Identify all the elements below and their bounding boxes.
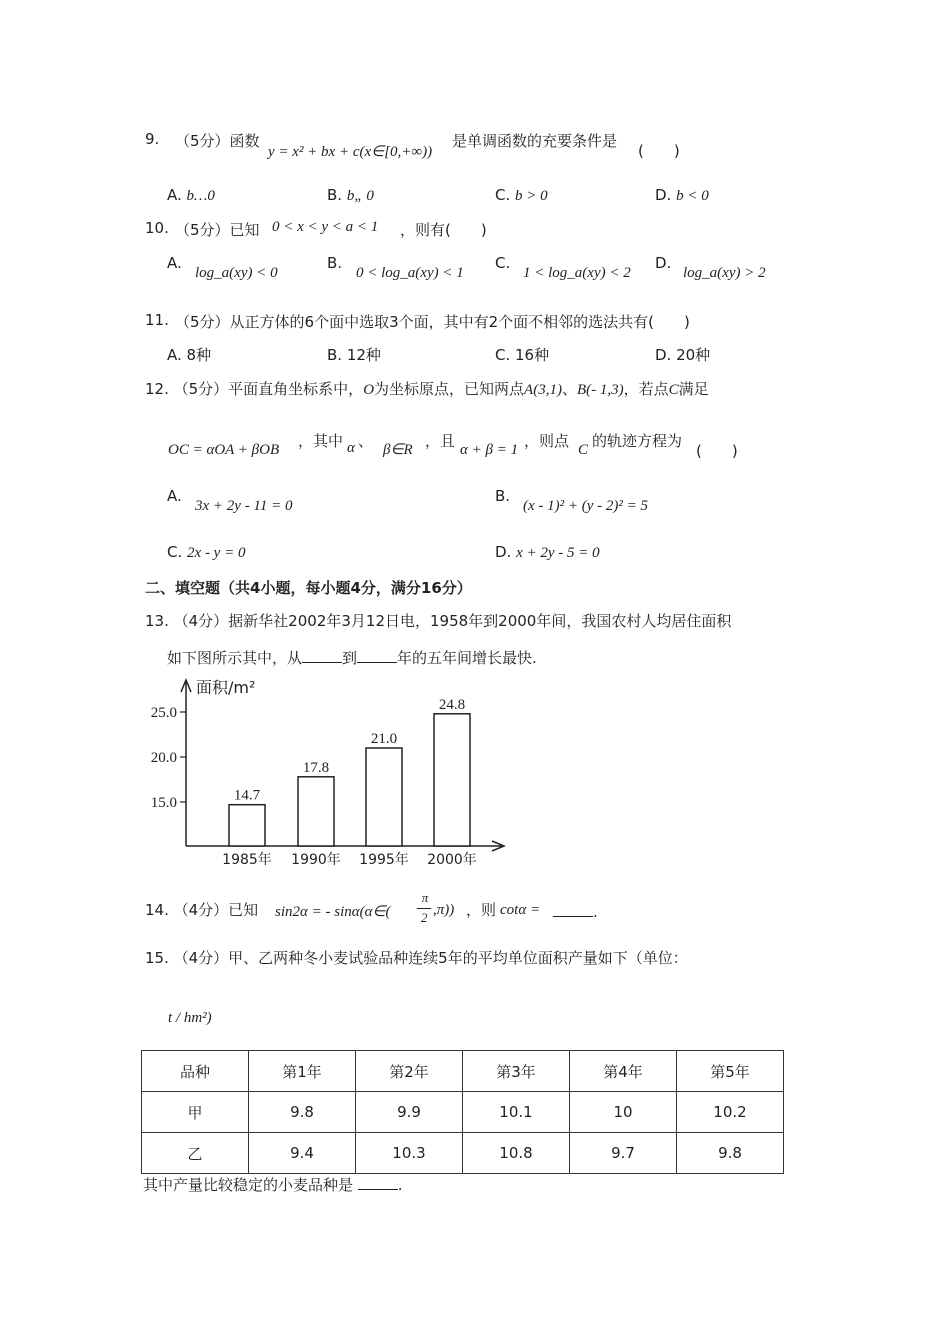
bar <box>434 714 470 846</box>
q13-blank-1 <box>302 648 342 663</box>
table-header-row <box>142 1051 784 1092</box>
table-row <box>142 1133 784 1174</box>
q14-ask: cotα = <box>500 902 541 918</box>
table-row <box>142 1092 784 1133</box>
q11-option-d: D. 20种 <box>655 346 711 364</box>
table-header: 第4年 <box>570 1051 677 1092</box>
q10-option-d: log_a(xy) > 2 <box>683 265 766 281</box>
q10-tail: ，则有( ) <box>400 221 487 239</box>
bar-value-label: 14.7 <box>233 787 261 804</box>
q12-locus: 的轨迹方程为 <box>592 432 683 450</box>
q10-option-b-label: B. <box>327 254 343 272</box>
q12-option-b-label: B. <box>495 487 511 505</box>
q12-option-d: D. x + 2y - 5 = 0 <box>495 543 600 561</box>
table-cell: 9.8 <box>249 1092 356 1133</box>
q9-option-a: A. b…0 <box>167 186 215 204</box>
table-cell: 乙 <box>142 1133 249 1174</box>
table-cell: 9.7 <box>570 1133 677 1174</box>
q11-option-a: A. 8种 <box>167 346 212 364</box>
q12-alpha: α <box>347 440 355 456</box>
q14-equation-end: ,π)) <box>433 902 455 918</box>
table-cell: 9.9 <box>356 1092 463 1133</box>
q9-score: （5分）函数 <box>175 132 260 150</box>
bar-value-label: 17.8 <box>302 759 330 776</box>
section-title: 二、填空题（共4小题，每小题4分，满分16分） <box>145 579 472 597</box>
bar <box>229 805 265 846</box>
table-cell: 10 <box>570 1092 677 1133</box>
q9-number: 9. <box>145 130 160 148</box>
q9-stem: 是单调函数的充要条件是 <box>452 132 618 150</box>
table-cell: 甲 <box>142 1092 249 1133</box>
y-tick-label: 20.0 <box>150 750 177 766</box>
q10-number: 10. <box>145 219 169 237</box>
bar <box>366 748 402 846</box>
bar <box>298 777 334 846</box>
table-cell: 10.2 <box>677 1092 784 1133</box>
q12-where: ，其中 <box>298 432 344 450</box>
q12-and: ，且 <box>425 432 456 450</box>
q13-blank-2 <box>357 648 397 663</box>
q14-pi: π <box>421 890 429 905</box>
q14-tail: ，则 <box>466 901 497 919</box>
x-category-label: 1995年 <box>359 852 409 868</box>
q9-formula: y = x² + bx + c(x∈[0,+∞)) <box>268 144 433 160</box>
bar-value-label: 24.8 <box>438 696 466 713</box>
q10-option-a-label: A. <box>167 254 182 272</box>
x-category-label: 1985年 <box>222 852 272 868</box>
q11-stem: （5分）从正方体的6个面中选取3个面，其中有2个面不相邻的选法共有( ) <box>175 313 690 331</box>
q10-option-c: 1 < log_a(xy) < 2 <box>523 265 631 281</box>
q15-after: 其中产量比较稳定的小麦品种是 . <box>143 1176 403 1194</box>
q12-point-c: C <box>578 442 589 458</box>
q10-condition: 0 < x < y < a < 1 <box>272 219 379 235</box>
table-header: 品种 <box>142 1051 249 1092</box>
q12-sum: α + β = 1 <box>460 442 519 458</box>
table-header: 第2年 <box>356 1051 463 1092</box>
table-cell: 10.3 <box>356 1133 463 1174</box>
q9-option-c: C. b > 0 <box>495 186 548 204</box>
q14-number: 14. （4分）已知 <box>145 901 259 919</box>
y-tick-label: 25.0 <box>150 705 177 721</box>
q15-unit: t / hm²) <box>168 1010 212 1026</box>
q10-option-d-label: D. <box>655 254 672 272</box>
x-category-label: 2000年 <box>427 852 477 868</box>
q9-paren: ( ) <box>638 142 680 160</box>
q9-option-d: D. b < 0 <box>655 186 709 204</box>
q10-option-c-label: C. <box>495 254 511 272</box>
q15-blank <box>358 1175 398 1190</box>
q13-line1: 13. （4分）据新华社2002年3月12日电，1958年到2000年间，我国农村人均居住面积 <box>145 612 732 630</box>
q11-number: 11. <box>145 311 169 329</box>
q10-option-a: log_a(xy) < 0 <box>195 265 278 281</box>
q15-stem: 15. （4分）甲、乙两种冬小麦试验品种连续5年的平均单位面积产量如下（单位： <box>145 949 688 967</box>
q11-option-b: B. 12种 <box>327 346 381 364</box>
table-cell: 9.8 <box>677 1133 784 1174</box>
table-header: 第3年 <box>463 1051 570 1092</box>
q12-line1: 12. （5分）平面直角坐标系中，O为坐标原点，已知两点A(3,1)、B(- 1,3)，若点C满足 <box>145 380 709 398</box>
q14-answer-blank: . <box>553 902 598 921</box>
q12-paren: ( ) <box>696 442 738 460</box>
q14-fraction-bar <box>417 908 431 909</box>
bar-chart <box>140 672 520 872</box>
q12-option-a-label: A. <box>167 487 182 505</box>
q12-vector-equation: OC = αOA + βOB <box>168 442 280 458</box>
table-cell: 9.4 <box>249 1133 356 1174</box>
q13-line2: 如下图所示其中，从 到 年的五年间增长最快. <box>167 649 537 667</box>
q14-equation: sin2α = - sinα(α∈( <box>275 904 391 920</box>
q12-option-c: C. 2x - y = 0 <box>167 543 246 561</box>
q12-option-a: 3x + 2y - 11 = 0 <box>195 498 293 514</box>
q11-option-c: C. 16种 <box>495 346 550 364</box>
table-header: 第5年 <box>677 1051 784 1092</box>
table-header: 第1年 <box>249 1051 356 1092</box>
q12-beta-in-r: β∈R <box>383 442 413 458</box>
q12-option-b: (x - 1)² + (y - 2)² = 5 <box>523 498 649 514</box>
q9-option-b: B. b„ 0 <box>327 186 374 204</box>
q10-option-b: 0 < log_a(xy) < 1 <box>356 265 464 281</box>
table-cell: 10.8 <box>463 1133 570 1174</box>
y-axis-label: 面积/m² <box>196 678 256 697</box>
x-category-label: 1990年 <box>291 852 341 868</box>
bar-value-label: 21.0 <box>370 731 398 747</box>
yield-table <box>141 1050 784 1174</box>
y-tick-label: 15.0 <box>150 795 177 811</box>
q10-stem: （5分）已知 <box>175 221 260 239</box>
table-cell: 10.1 <box>463 1092 570 1133</box>
q14-two: 2 <box>421 910 428 925</box>
q12-then: ，则点 <box>524 432 570 450</box>
q12-dun: 、 <box>358 432 374 450</box>
